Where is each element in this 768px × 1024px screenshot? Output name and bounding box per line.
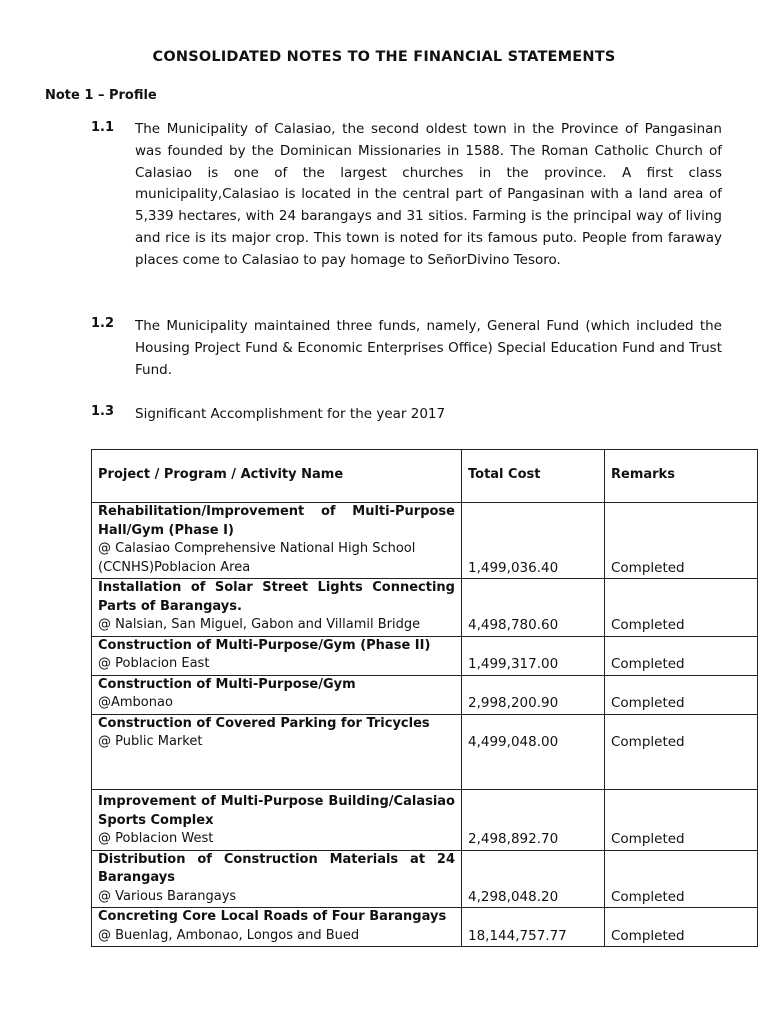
total-cost: 1,499,036.40 (462, 503, 605, 579)
remarks: Completed (605, 789, 758, 850)
project-cell (92, 636, 462, 675)
table-row (92, 675, 758, 714)
table-header-row (92, 450, 758, 503)
accomplishments-table (91, 449, 758, 947)
project-title: Rehabilitation/Improvement of Multi-Purpose Hall/Gym (Phase I) (98, 504, 455, 538)
project-cell (92, 908, 462, 947)
table-row (92, 789, 758, 850)
header-project-name: Project / Program / Activity Name (92, 450, 462, 503)
project-location: @ Poblacion East (98, 656, 210, 671)
project-title: Distribution of Construction Materials at 24 Barangays (98, 851, 455, 885)
project-title: Construction of Covered Parking for Tricycles (98, 715, 430, 731)
remarks: Completed (605, 850, 758, 908)
project-location: @ Various Barangays (98, 888, 237, 904)
project-location: @ Poblacion West (98, 831, 214, 846)
remarks: Completed (605, 714, 758, 789)
table-row (92, 579, 758, 637)
project-cell (92, 579, 462, 637)
remarks: Completed (605, 636, 758, 675)
total-cost: 18,144,757.77 (462, 908, 605, 947)
section-number-1-3: 1.3 (91, 404, 115, 419)
section-text-1-3: Significant Accomplishment for the year 2017 (135, 406, 446, 422)
project-location: @ Calasiao Comprehensive National High School (CCNHS)Poblacion Area (98, 541, 416, 575)
total-cost: 2,498,892.70 (462, 789, 605, 850)
table-row (92, 714, 758, 789)
project-title: Construction of Multi-Purpose/Gym (Phase II) (98, 637, 431, 653)
table-row (92, 908, 758, 947)
note-heading: Note 1 – Profile (45, 88, 157, 103)
section-number-1-1: 1.1 (91, 120, 115, 135)
section-text-1-1: The Municipality of Calasiao, the second oldest town in the Province of Pangasinan was founded by the Dominican Missionaries in 1588. The Roman Catholic Church of Calasiao is one of the largest churches in the province. A first class municipality,Calasiao is located in the central part of Pangasinan with a land area of 5,339 hectares, with 24 barangays and 31 sitios. Farming is the principal way of living and rice is its major crop. This town is noted for its famous puto. People from faraway places come to Calasiao to pay homage to SeñorDivino Tesoro. (135, 121, 722, 268)
section-text-1-2: The Municipality maintained three funds, namely, General Fund (which included the Housing Project Fund & Economic Enterprises Office) Special Education Fund and Trust Fund. (135, 318, 722, 378)
project-location: @ Buenlag, Ambonao, Longos and Bued (98, 927, 360, 943)
project-cell (92, 850, 462, 908)
project-location: @ Public Market (98, 734, 203, 749)
table-row (92, 503, 758, 579)
header-total-cost: Total Cost (462, 450, 605, 503)
project-location: @ Nalsian, San Miguel, Gabon and Villamil Bridge (98, 617, 421, 632)
total-cost: 2,998,200.90 (462, 675, 605, 714)
project-title: Installation of Solar Street Lights Connecting Parts of Barangays. (98, 580, 455, 614)
project-location: @Ambonao (98, 695, 173, 710)
remarks: Completed (605, 908, 758, 947)
remarks: Completed (605, 503, 758, 579)
project-title: Improvement of Multi-Purpose Building/Calasiao Sports Complex (98, 794, 455, 828)
total-cost: 4,499,048.00 (462, 714, 605, 789)
table-row (92, 850, 758, 908)
project-title: Concreting Core Local Roads of Four Barangays (98, 909, 447, 924)
project-cell (92, 503, 462, 579)
remarks: Completed (605, 579, 758, 637)
total-cost: 4,498,780.60 (462, 579, 605, 637)
project-title: Construction of Multi-Purpose/Gym (98, 676, 356, 692)
section-number-1-2: 1.2 (91, 316, 115, 331)
project-cell (92, 789, 462, 850)
header-remarks: Remarks (605, 450, 758, 503)
remarks: Completed (605, 675, 758, 714)
project-cell (92, 714, 462, 789)
page-title: CONSOLIDATED NOTES TO THE FINANCIAL STATEMENTS (152, 49, 616, 65)
project-cell (92, 675, 462, 714)
total-cost: 1,499,317.00 (462, 636, 605, 675)
table-row (92, 636, 758, 675)
total-cost: 4,298,048.20 (462, 850, 605, 908)
